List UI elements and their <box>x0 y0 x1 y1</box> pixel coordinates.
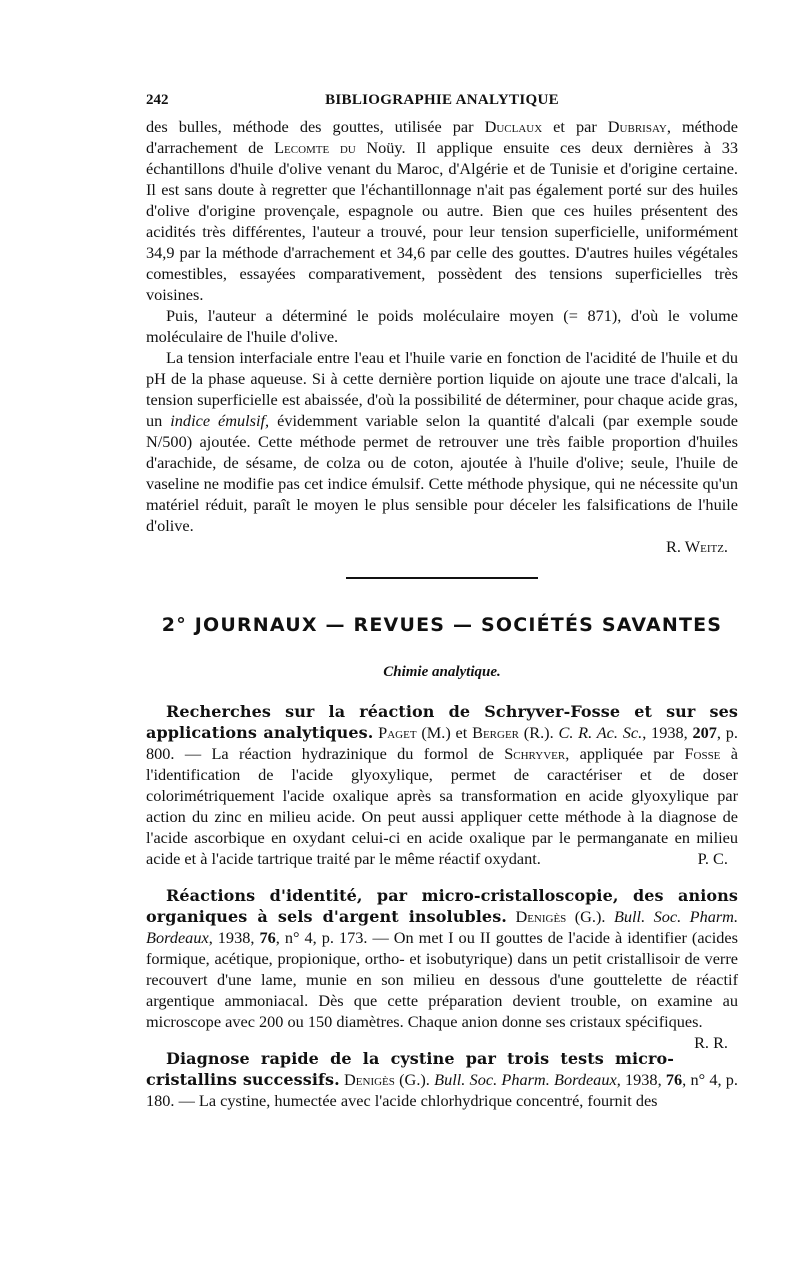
entry-title: Réactions d'identité, par micro-cristalloscopie, des anions organiques à sels d'argent insolubles. <box>146 886 738 926</box>
bibliography-entry: Réactions d'identité, par micro-cristalloscopie, des anions organiques à sels d'argent insolubles. Denigès (G.). Bull. Soc. Pharm. Bordeaux, 1938, 76, n° 4, p. 173. — On met I ou II gouttes de l'acide à identifier (acides formique, acétique, propionique, ortho- et isobutyrique) dans un petit cristallisoir de verre recouvert d'une lame, munie en son milieu en dessous d'une gouttelette de réactif argentique ammoniacal. Dès que cette préparation devient trouble, on examine au microscope avec 200 ou 150 diamètres. Chaque anion donne ses cristaux spécifiques. R. R. <box>146 886 739 1052</box>
running-head <box>146 90 738 114</box>
entry-title: Diagnose rapide de la cystine par trois tests micro-cristallins successifs. <box>146 1049 675 1089</box>
entry-title: Recherches sur la réaction de Schryver-Fosse et sur ses applications analytiques. <box>146 702 738 742</box>
review-paragraph-2: Puis, l'auteur a déterminé le poids moléculaire moyen (= 871), d'où le volume moléculaire de l'huile d'olive. <box>146 306 738 346</box>
bibliography-entry: Recherches sur la réaction de Schryver-Fosse et sur ses applications analytiques. Paget (M.) et Berger (R.). C. R. Ac. Sc., 1938, 207, p. 800. — La réaction hydrazinique du formol de Schryver, appliquée par Fosse à l'identification de l'acide glyoxylique, permet de caractériser et de doser colorimétriquement l'acide oxalique après sa transformation en acide glyoxylique par action du zinc en milieu acide. On peut aussi appliquer cette méthode à la diagnose de l'acide ascorbique en oxydant celui-ci en acide oxalique par le permanganate en milieu acide et à l'acide tartrique traité par le même réactif oxydant. P. C. <box>146 702 739 868</box>
author-name: Duclaux <box>484 117 543 136</box>
section-divider <box>346 577 538 579</box>
subsection-heading: Chimie analytique. <box>383 664 501 680</box>
author-name: Lecomte du <box>274 138 356 157</box>
review-signature: R. Weitz. <box>666 537 728 556</box>
entry-initials: P. C. <box>697 849 728 868</box>
bibliography-entry: Diagnose rapide de la cystine par trois tests micro-cristallins successifs. Denigès (G.). Bull. Soc. Pharm. Bordeaux, 1938, 76, n° 4, p. 180. — La cystine, humectée avec l'acide chlorhydrique concentré, fournit des <box>146 1049 739 1110</box>
page <box>146 90 738 1111</box>
entry-initials: R. R. <box>694 1033 728 1052</box>
running-title: BIBLIOGRAPHIE ANALYTIQUE <box>325 92 559 108</box>
section-heading: 2° JOURNAUX — REVUES — SOCIÉTÉS SAVANTES <box>161 614 723 636</box>
emphasis: indice émulsif, <box>170 411 270 430</box>
author-name: Dubrisay <box>607 117 667 136</box>
page-number: 242 <box>146 92 169 108</box>
review-paragraph-1: des bulles, méthode des gouttes, utilisée par Duclaux et par Dubrisay, méthode d'arrachement de Lecomte du Noüy. Il applique ensuite ces deux dernières à 33 échantillons d'huile d'olive venant du Maroc, d'Algérie et de Tunisie et d'origine certaine. Il est sans doute à regretter que l'échantillonnage n'ait pas également porté sur des huiles d'olive d'origine provençale, espagnole ou autre. Bien que ces huiles présentent des acidités très différentes, l'auteur a trouvé, pour leur tension superficielle, uniformément 34,9 par la méthode d'arrachement et 34,6 par celle des gouttes. D'autres huiles végétales comestibles, essayées comparativement, possèdent des tensions superficielles très voisines. <box>146 117 739 304</box>
review-paragraph-3: La tension interfaciale entre l'eau et l'huile varie en fonction de l'acidité de l'huile et du pH de la phase aqueuse. Si à cette dernière portion liquide on ajoute une trace d'alcali, la tension superficielle est abaissée, d'où la possibilité de déterminer, pour chaque acide gras, un indice émulsif, évidemment variable selon la quantité d'alcali (par exemple soude N/500) ajoutée. Cette méthode permet de retrouver une très faible proportion d'huiles d'arachide, de sésame, de colza ou de coton, ajoutée à l'huile d'olive; seule, l'huile de vaseline ne modifie pas cet indice émulsif. Cette méthode physique, qui ne nécessite qu'un matériel réduit, paraît le moyen le plus sensible pour déceler les falsifications de l'huile d'olive. <box>146 348 738 535</box>
